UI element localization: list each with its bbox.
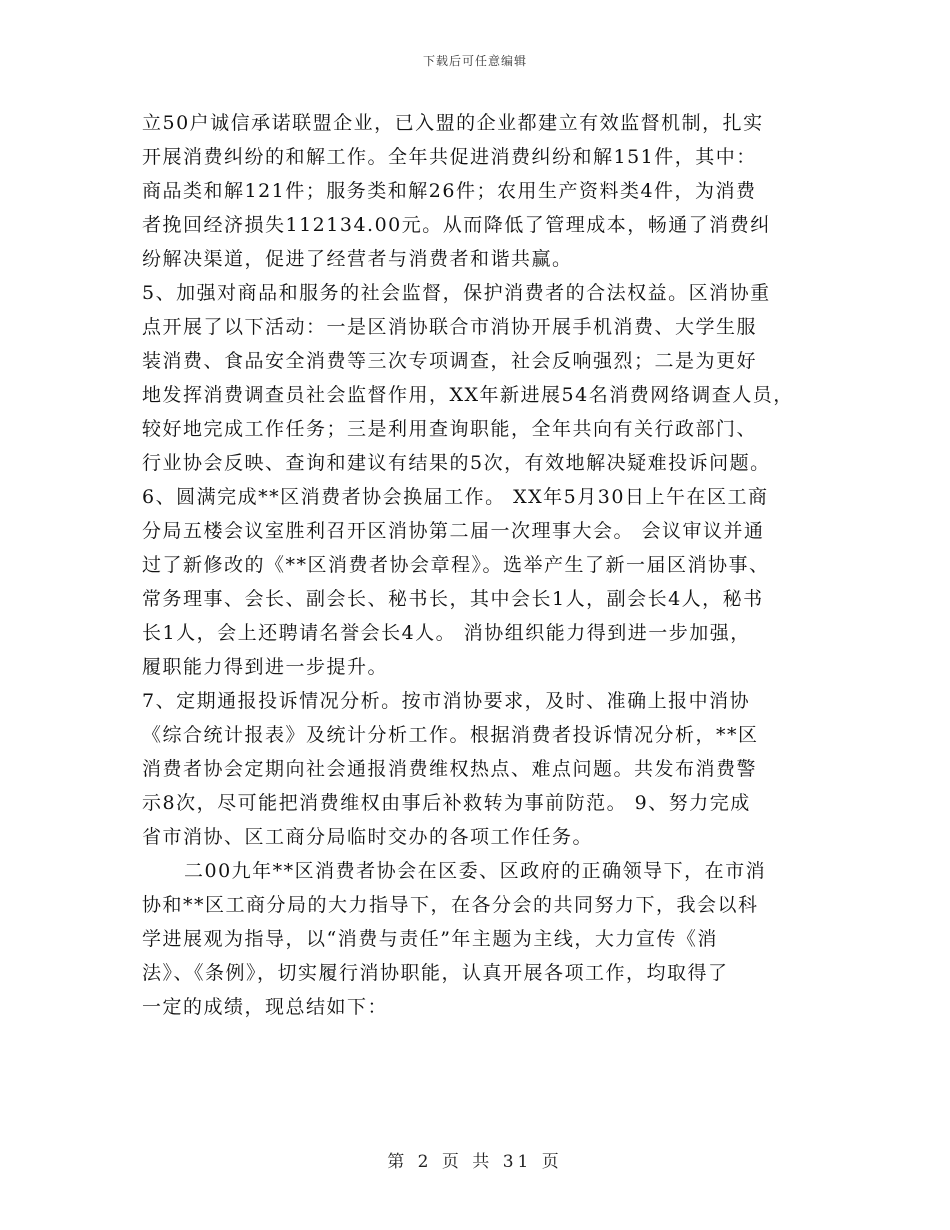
- document-body: [142, 106, 822, 1024]
- page-header: 下载后可任意编辑: [422, 54, 527, 68]
- list-item-5-line: 5、加强对商品和服务的社会监督，保护消费者的合法权益。区消协重: [142, 282, 771, 304]
- list-item-6-line: 6、圆满完成**区消费者协会换届工作。 XX年5月30日上午在区工商: [142, 486, 769, 508]
- text-line: 地发挥消费调查员社会监督作用，XX年新进展54名消费网络调查人员，: [142, 384, 794, 406]
- text-line: 长1人，会上还聘请名誉会长4人。 消协组织能力得到进一步加强，: [142, 622, 751, 644]
- text-line: 消费者协会定期向社会通报消费维权热点、难点问题。共发布消费警: [142, 758, 758, 780]
- text-line: 过了新修改的《**区消费者协会章程》。选举产生了新一届区消协事、: [142, 554, 770, 576]
- page-number: 第 2 页 共 31 页: [387, 1152, 563, 1172]
- text-line: 一定的成绩，现总结如下：: [142, 996, 389, 1018]
- paragraph-indent-line: 二00九年**区消费者协会在区委、区政府的正确领导下，在市消: [184, 860, 767, 882]
- text-line: 商品类和解121件；服务类和解26件；农用生产资料类4件，为消费: [142, 180, 757, 202]
- list-item-7-line: 7、定期通报投诉情况分析。按市消协要求，及时、准确上报中消协: [142, 690, 751, 712]
- text-line: 法》、《条例》，切实履行消协职能，认真开展各项工作，均取得了: [142, 962, 729, 984]
- text-line: 学进展观为指导，以“消费与责任”年主题为主线，大力宣传《消: [142, 928, 718, 950]
- text-line: 《综合统计报表》及统计分析工作。根据消费者投诉情况分析，**区: [142, 724, 759, 746]
- text-line: 行业协会反映、查询和建议有结果的5次，有效地解决疑难投诉问题。: [142, 452, 771, 474]
- text-line: 分局五楼会议室胜利召开区消协第二届一次理事大会。 会议审议并通: [142, 520, 765, 542]
- text-line: 常务理事、会长、副会长、秘书长，其中会长1人，副会长4人，秘书: [142, 588, 764, 610]
- text-line: 较好地完成工作任务；三是利用查询职能，全年共向有关行政部门、: [142, 418, 758, 440]
- text-line: 者挽回经济损失112134.00元。从而降低了管理成本，畅通了消费纠: [142, 214, 771, 236]
- text-line: 点开展了以下活动：一是区消协联合市消协开展手机消费、大学生服: [142, 316, 758, 338]
- text-line: 省市消协、区工商分局临时交办的各项工作任务。: [142, 826, 594, 848]
- text-line: 立50户诚信承诺联盟企业，已入盟的企业都建立有效监督机制，扎实: [142, 112, 764, 134]
- text-line: 履职能力得到进一步提升。: [142, 656, 389, 678]
- text-line: 装消费、食品安全消费等三次专项调查，社会反响强烈；二是为更好: [142, 350, 758, 372]
- text-line: 示8次，尽可能把消费维权由事后补救转为事前防范。 9、努力完成: [142, 792, 751, 814]
- text-line: 纷解决渠道，促进了经营者与消费者和谐共赢。: [142, 248, 573, 270]
- text-line: 开展消费纠纷的和解工作。全年共促进消费纠纷和解151件，其中：: [142, 146, 757, 168]
- text-line: 协和**区工商分局的大力指导下，在各分会的共同努力下，我会以科: [142, 894, 759, 916]
